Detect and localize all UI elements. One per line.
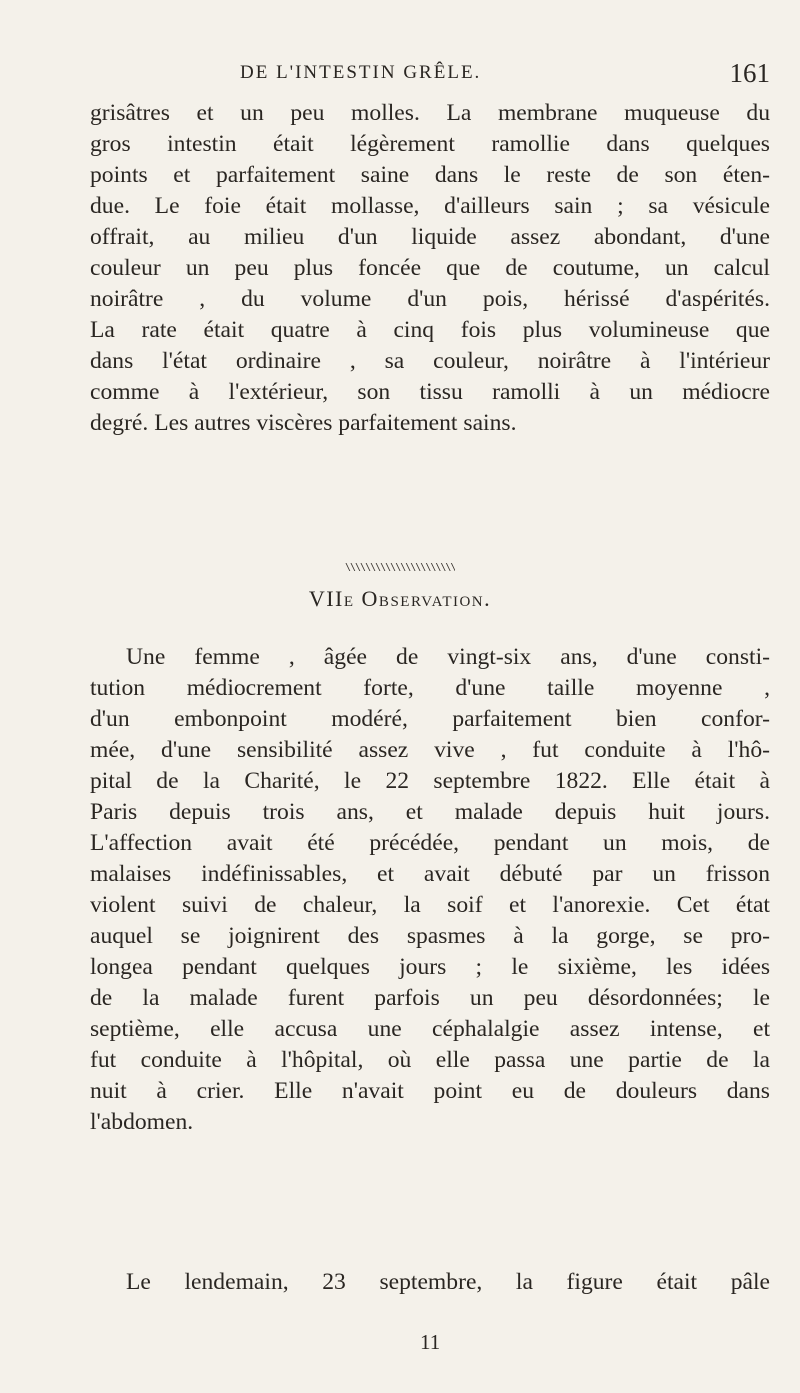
text-line: offrait, au milieu d'un liquide assez abondant, d'une — [90, 224, 770, 250]
paragraph-observation — [90, 642, 770, 1138]
text-line: l'abdomen. — [90, 1109, 194, 1135]
text-line: dans l'état ordinaire , sa couleur, noirâtre à l'intérieur — [90, 348, 770, 374]
running-head — [120, 52, 770, 92]
text-line: Le lendemain, 23 septembre, la figure était pâle — [126, 1269, 770, 1295]
ornamental-separator: \\\\\\\\\\\\\\\\\\\\\\ — [345, 562, 455, 572]
text-line: de la malade furent parfois un peu désordonnées; le — [90, 985, 770, 1011]
text-line: tution médiocrement forte, d'une taille moyenne , — [90, 675, 770, 701]
paragraph-next-day — [90, 1267, 770, 1298]
text-line: gros intestin était légèrement ramollie dans quelques — [90, 131, 770, 157]
text-line: violent suivi de chaleur, la soif et l'anorexie. Cet état — [90, 892, 770, 918]
text-line: Paris depuis trois ans, et malade depuis huit jours. — [90, 799, 770, 825]
text-line: d'un embonpoint modéré, parfaitement bien confor- — [90, 706, 770, 732]
text-line: longea pendant quelques jours ; le sixième, les idées — [90, 954, 770, 980]
text-line: due. Le foie était mollasse, d'ailleurs sain ; sa vésicule — [90, 193, 770, 219]
text-line: nuit à crier. Elle n'avait point eu de douleurs dans — [90, 1078, 770, 1104]
text-line: points et parfaitement saine dans le reste de son éten- — [90, 162, 770, 188]
text-line: degré. Les autres viscères parfaitement sains. — [90, 410, 517, 436]
section-heading: VIIe Observation. — [308, 586, 492, 611]
text-line: septième, elle accusa une céphalalgie assez intense, et — [90, 1016, 770, 1042]
signature-mark: 11 — [420, 1330, 441, 1354]
text-line: mée, d'une sensibilité assez vive , fut conduite à l'hô- — [90, 737, 770, 763]
text-line: Une femme , âgée de vingt-six ans, d'une consti- — [126, 644, 770, 670]
page-number: 161 — [729, 58, 770, 88]
text-line: noirâtre , du volume d'un pois, hérissé d'aspérités. — [90, 286, 770, 312]
text-line: La rate était quatre à cinq fois plus volumineuse que — [90, 317, 770, 343]
text-line: malaises indéfinissables, et avait débuté par un frisson — [90, 861, 770, 887]
text-line: L'affection avait été précédée, pendant un mois, de — [90, 830, 770, 856]
text-line: comme à l'extérieur, son tissu ramolli à un médiocre — [90, 379, 770, 405]
text-line: pital de la Charité, le 22 septembre 1822. Elle était à — [90, 768, 770, 794]
text-line: grisâtres et un peu molles. La membrane muqueuse du — [90, 100, 770, 126]
text-line: fut conduite à l'hôpital, où elle passa une partie de la — [90, 1047, 770, 1073]
text-line: couleur un peu plus foncée que de coutume, un calcul — [90, 255, 770, 281]
running-title: DE L'INTESTIN GRÊLE. — [240, 62, 482, 83]
text-line: auquel se joignirent des spasmes à la gorge, se pro- — [90, 923, 770, 949]
paragraph-autopsy-continued — [90, 98, 770, 439]
